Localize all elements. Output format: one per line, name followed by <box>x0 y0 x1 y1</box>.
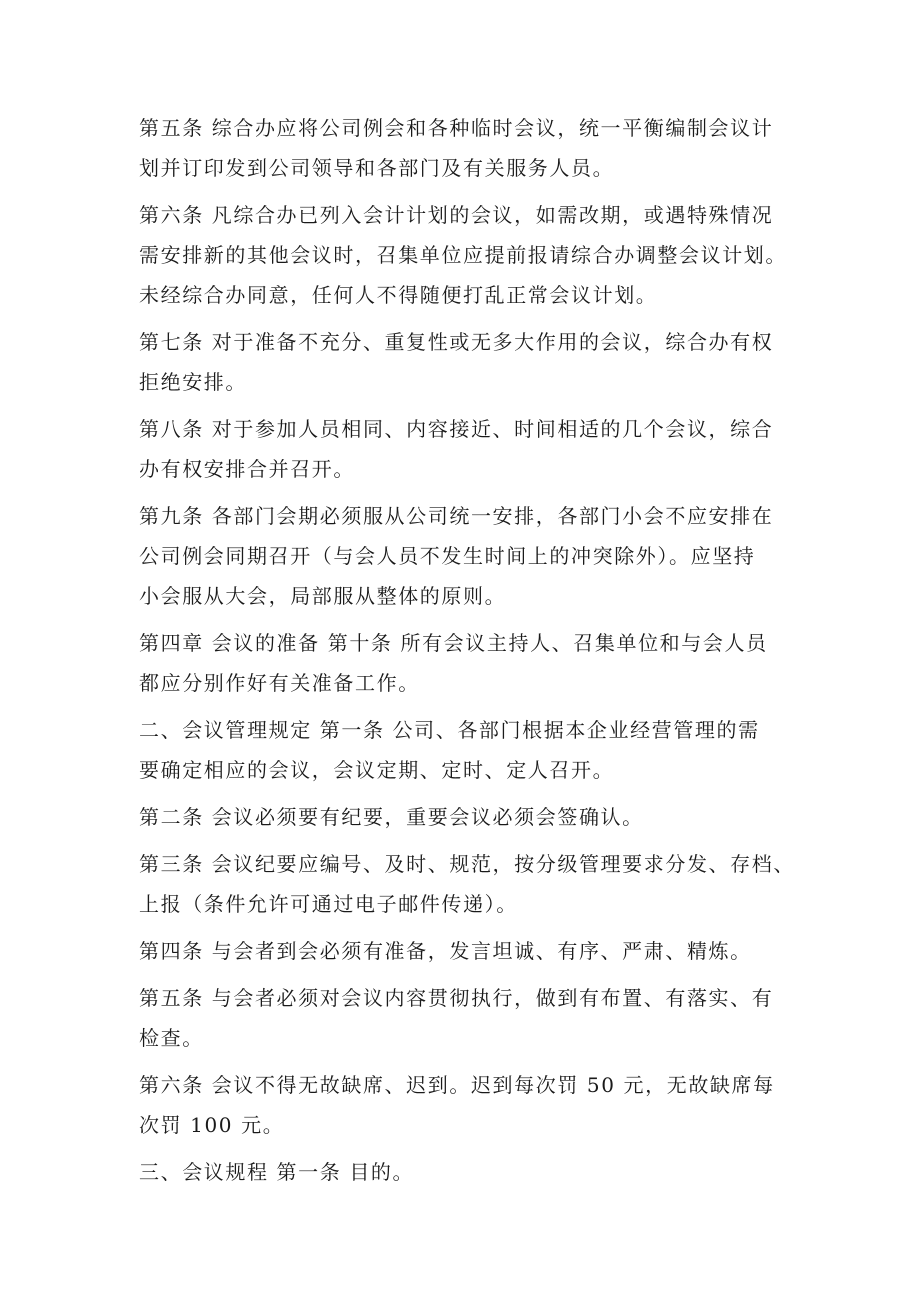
text-line: 公司例会同期召开（与会人员不发生时间上的冲突除外）。应坚持 <box>139 544 756 568</box>
text-line: 第八条 对于参加人员相同、内容接近、时间相适的几个会议，综合 <box>139 417 774 441</box>
text-line: 第六条 凡综合办已列入会计计划的会议，如需改期，或遇特殊情况 <box>139 203 774 227</box>
paragraph <box>139 108 839 188</box>
text-line: 第二条 会议必须要有纪要，重要会议必须会签确认。 <box>139 805 644 829</box>
paragraph <box>139 1152 839 1192</box>
text-line: 小会服从大会，局部服从整体的原则。 <box>139 584 507 608</box>
text-line: 二、会议管理规定 第一条 公司、各部门根据本企业经营管理的需 <box>139 718 760 742</box>
text-line: 第五条 与会者必须对会议内容贯彻执行，做到有布置、有落实、有 <box>139 986 774 1010</box>
paragraph-gap <box>139 971 839 978</box>
paragraph-gap <box>139 1058 839 1065</box>
paragraph <box>139 931 839 971</box>
document-body <box>139 108 839 1192</box>
text-line: 第五条 综合办应将公司例会和各种临时会议，统一平衡编制会议计 <box>139 116 774 140</box>
text-line: 未经综合办同意，任何人不得随便打乱正常会议计划。 <box>139 283 658 307</box>
paragraph-gap <box>139 616 839 623</box>
text-line: 第七条 对于准备不充分、重复性或无多大作用的会议，综合办有权 <box>139 330 774 354</box>
paragraph <box>139 496 839 616</box>
text-line: 划并订印发到公司领导和各部门及有关服务人员。 <box>139 156 615 180</box>
text-line: 上报（条件允许可通过电子邮件传递）。 <box>139 892 518 916</box>
paragraph-gap <box>139 315 839 322</box>
paragraph-gap <box>139 790 839 797</box>
paragraph <box>139 409 839 489</box>
paragraph <box>139 322 839 402</box>
text-line: 三、会议规程 第一条 目的。 <box>139 1160 415 1184</box>
text-line: 次罚 100 元。 <box>139 1113 285 1137</box>
paragraph-gap <box>139 402 839 409</box>
paragraph <box>139 844 839 924</box>
paragraph <box>139 623 839 703</box>
text-line: 办有权安排合并召开。 <box>139 457 355 481</box>
text-line: 需安排新的其他会议时，召集单位应提前报请综合办调整会议计划。 <box>139 243 787 267</box>
text-line: 拒绝安排。 <box>139 370 247 394</box>
text-line: 第九条 各部门会期必须服从公司统一安排，各部门小会不应安排在 <box>139 504 774 528</box>
paragraph <box>139 195 839 315</box>
paragraph-gap <box>139 1145 839 1152</box>
paragraph <box>139 1065 839 1145</box>
text-line: 第三条 会议纪要应编号、及时、规范，按分级管理要求分发、存档、 <box>139 852 795 876</box>
text-line: 第四章 会议的准备 第十条 所有会议主持人、召集单位和与会人员 <box>139 631 768 655</box>
paragraph-gap <box>139 489 839 496</box>
text-line: 第四条 与会者到会必须有准备，发言坦诚、有序、严肃、精炼。 <box>139 939 752 963</box>
paragraph <box>139 797 839 837</box>
paragraph-gap <box>139 703 839 710</box>
text-line: 都应分别作好有关准备工作。 <box>139 671 420 695</box>
text-line: 检查。 <box>139 1026 204 1050</box>
paragraph <box>139 710 839 790</box>
text-line: 第六条 会议不得无故缺席、迟到。迟到每次罚 50 元，无故缺席每 <box>139 1073 775 1097</box>
text-line: 要确定相应的会议，会议定期、定时、定人召开。 <box>139 758 615 782</box>
paragraph-gap <box>139 837 839 844</box>
paragraph-gap <box>139 188 839 195</box>
paragraph-gap <box>139 924 839 931</box>
paragraph <box>139 978 839 1058</box>
